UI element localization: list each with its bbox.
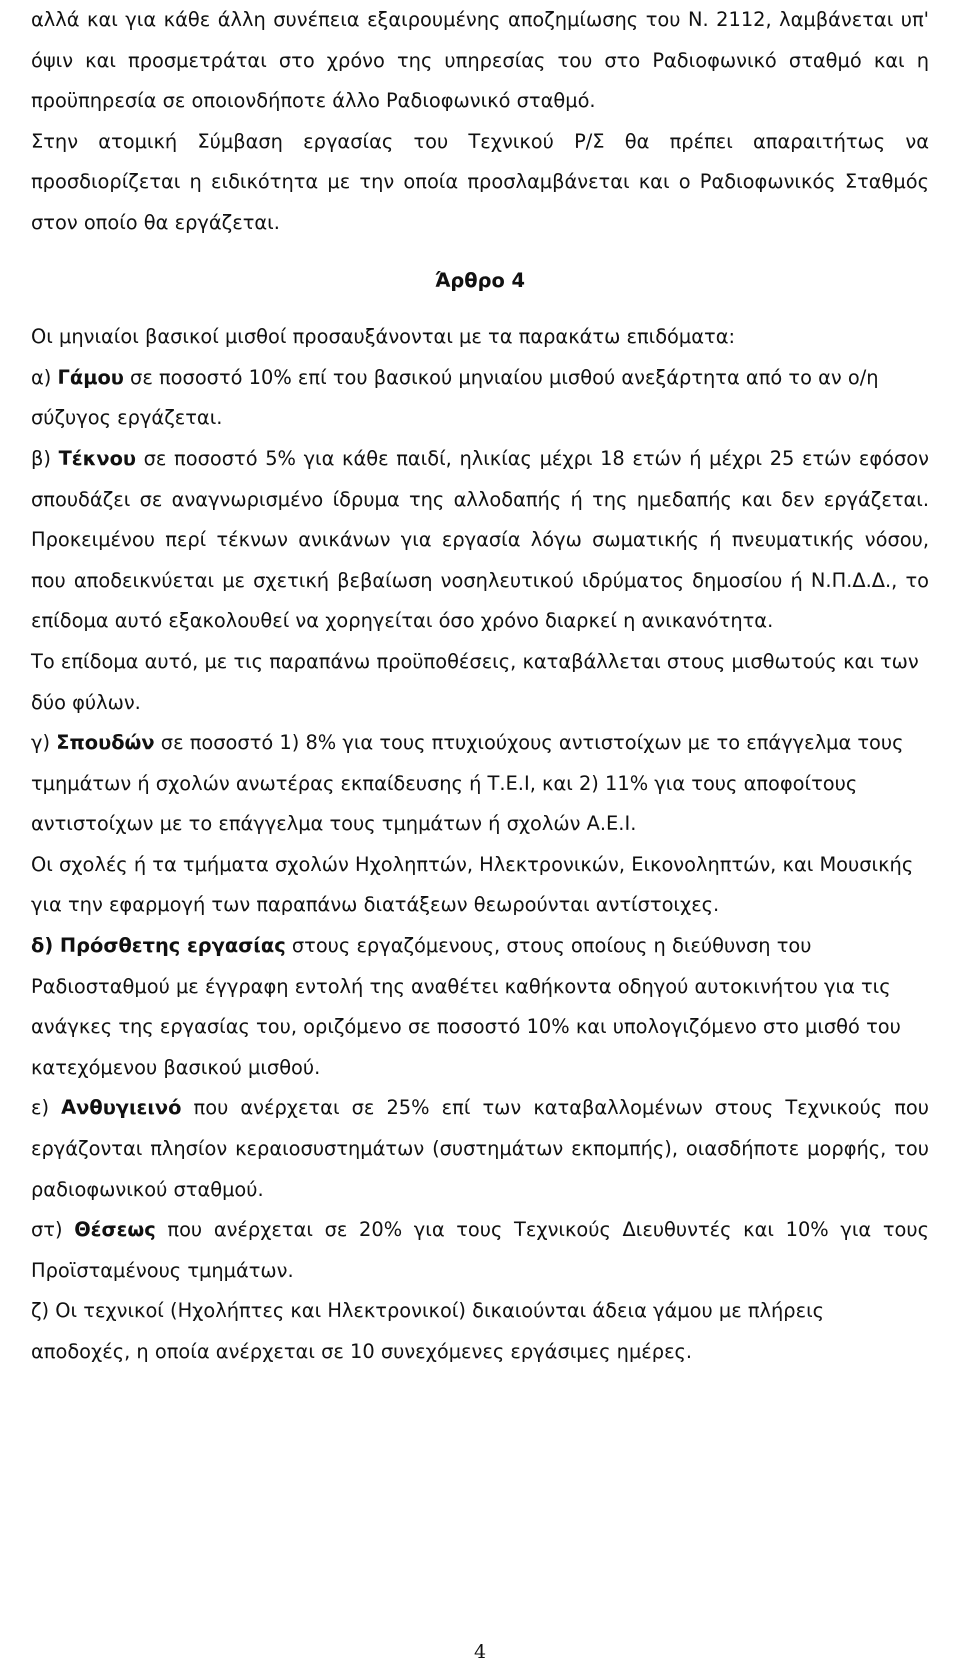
item-text: σε ποσοστό 10% επί του βασικού μηνιαίου μισθού ανεξάρτητα από το αν ο/η σύζυγος εργάζεται.	[31, 365, 879, 430]
item-bold-label: Τέκνου	[58, 446, 136, 470]
allowance-studies	[31, 723, 929, 845]
allowance-unhealthy	[31, 1088, 929, 1210]
item-text: σε ποσοστό 5% για κάθε παιδί, ηλικίας μέχρι 18 ετών ή μέχρι 25 ετών εφόσον σπουδάζει σε αναγνωρισμένο ίδρυμα της αλλοδαπής ή της ημεδαπής και δεν εργάζεται. Προκειμένου περί τέκνων ανικάνων για εργασία λόγω σωματικής ή πνευματικής νόσου, που αποδεικνύεται με σχετική βεβαίωση νοσηλευτικού ιδρύματος δημοσίου ή Ν.Π.Δ.Δ., το επίδομα αυτό εξακολουθεί να χορηγείται όσο χρόνο διαρκεί η ανικανότητα.	[31, 446, 929, 633]
item-text: στους εργαζόμενους, στους οποίους η διεύθυνση του Ραδιοσταθμού με έγγραφη εντολή της αναθέτει καθήκοντα οδηγού αυτοκινήτου για τις ανάγκες της εργασίας του, οριζόμενο σε ποσοστό 10% και υπολογιζόμενο στο μισθό του κατεχόμενου βασικού μισθού.	[31, 934, 901, 1079]
lead-paragraph: Οι μηνιαίοι βασικοί μισθοί προσαυξάνονται με τα παρακάτω επιδόματα:	[31, 325, 736, 349]
intro-paragraph-1: αλλά και για κάθε άλλη συνέπεια εξαιρουμένης αποζημίωσης του Ν. 2112, λαμβάνεται υπ' όψιν και προσμετράται στο χρόνο της υπηρεσίας του στο Ραδιοφωνικό σταθμό και η προϋπηρεσία σε οποιονδήποτε άλλο Ραδιοφωνικό σταθμό.	[31, 8, 929, 113]
item-text: σε ποσοστό 1) 8% για τους πτυχιούχους αντιστοίχων με το επάγγελμα τους τμημάτων ή σχολών ανωτέρας εκπαίδευσης ή Τ.Ε.Ι, και 2) 11% για τους αποφοίτους αντιστοίχων με το επάγγελμα τους τμημάτων ή σχολών Α.Ε.Ι.	[31, 731, 904, 836]
item-bold-label: Ανθυγιεινό	[61, 1096, 182, 1120]
allowance-children-note: Το επίδομα αυτό, με τις παραπάνω προϋποθέσεις, καταβάλλεται στους μισθωτούς και των δύο φύλων.	[31, 649, 919, 714]
item-bold-label: δ) Πρόσθετης εργασίας	[31, 934, 286, 958]
allowance-marriage	[31, 358, 929, 439]
page-number: 4	[473, 1641, 487, 1663]
allowance-additional-work	[31, 926, 929, 1088]
item-text: που ανέρχεται σε 20% για τους Τεχνικούς Διευθυντές και 10% για τους Προϊσταμένους τμημάτων.	[31, 1218, 929, 1282]
item-prefix: στ)	[31, 1218, 75, 1242]
document-body	[31, 0, 929, 1373]
item-text: που ανέρχεται σε 25% επί των καταβαλλομένων στους Τεχνικούς που εργάζονται πλησίον κεραιοσυστημάτων (συστημάτων εκπομπής), οιασδήποτε μορφής, του ραδιοφωνικού σταθμού.	[31, 1096, 929, 1201]
item-prefix: α)	[31, 365, 58, 389]
item-bold-label: Θέσεως	[74, 1218, 156, 1242]
allowance-position	[31, 1210, 929, 1291]
item-prefix: β)	[31, 446, 59, 470]
item-bold-label: Σπουδών	[56, 731, 155, 755]
article-title: Άρθρο 4	[434, 268, 526, 292]
item-bold-label: Γάμου	[57, 365, 124, 389]
marriage-leave-paragraph: ζ) Οι τεχνικοί (Ηχολήπτες και Ηλεκτρονικοί) δικαιούνται άδεια γάμου με πλήρεις αποδοχές, η οποία ανέρχεται σε 10 συνεχόμενες εργάσιμες ημέρες.	[31, 1299, 825, 1363]
item-prefix: γ)	[31, 731, 57, 755]
allowance-studies-note: Οι σχολές ή τα τμήματα σχολών Ηχοληπτών, Ηλεκτρονικών, Εικονοληπτών, και Μουσικής για την εφαρμογή των παραπάνω διατάξεων θεωρούνται αντίστοιχες.	[31, 852, 914, 917]
item-prefix: ε)	[31, 1096, 62, 1120]
intro-paragraph-2: Στην ατομική Σύμβαση εργασίας του Τεχνικού Ρ/Σ θα πρέπει απαραιτήτως να προσδιορίζεται η ειδικότητα με την οποία προσλαμβάνεται και ο Ραδιοφωνικός Σταθμός στον οποίο θα εργάζεται.	[31, 129, 929, 234]
allowance-children	[31, 439, 929, 642]
